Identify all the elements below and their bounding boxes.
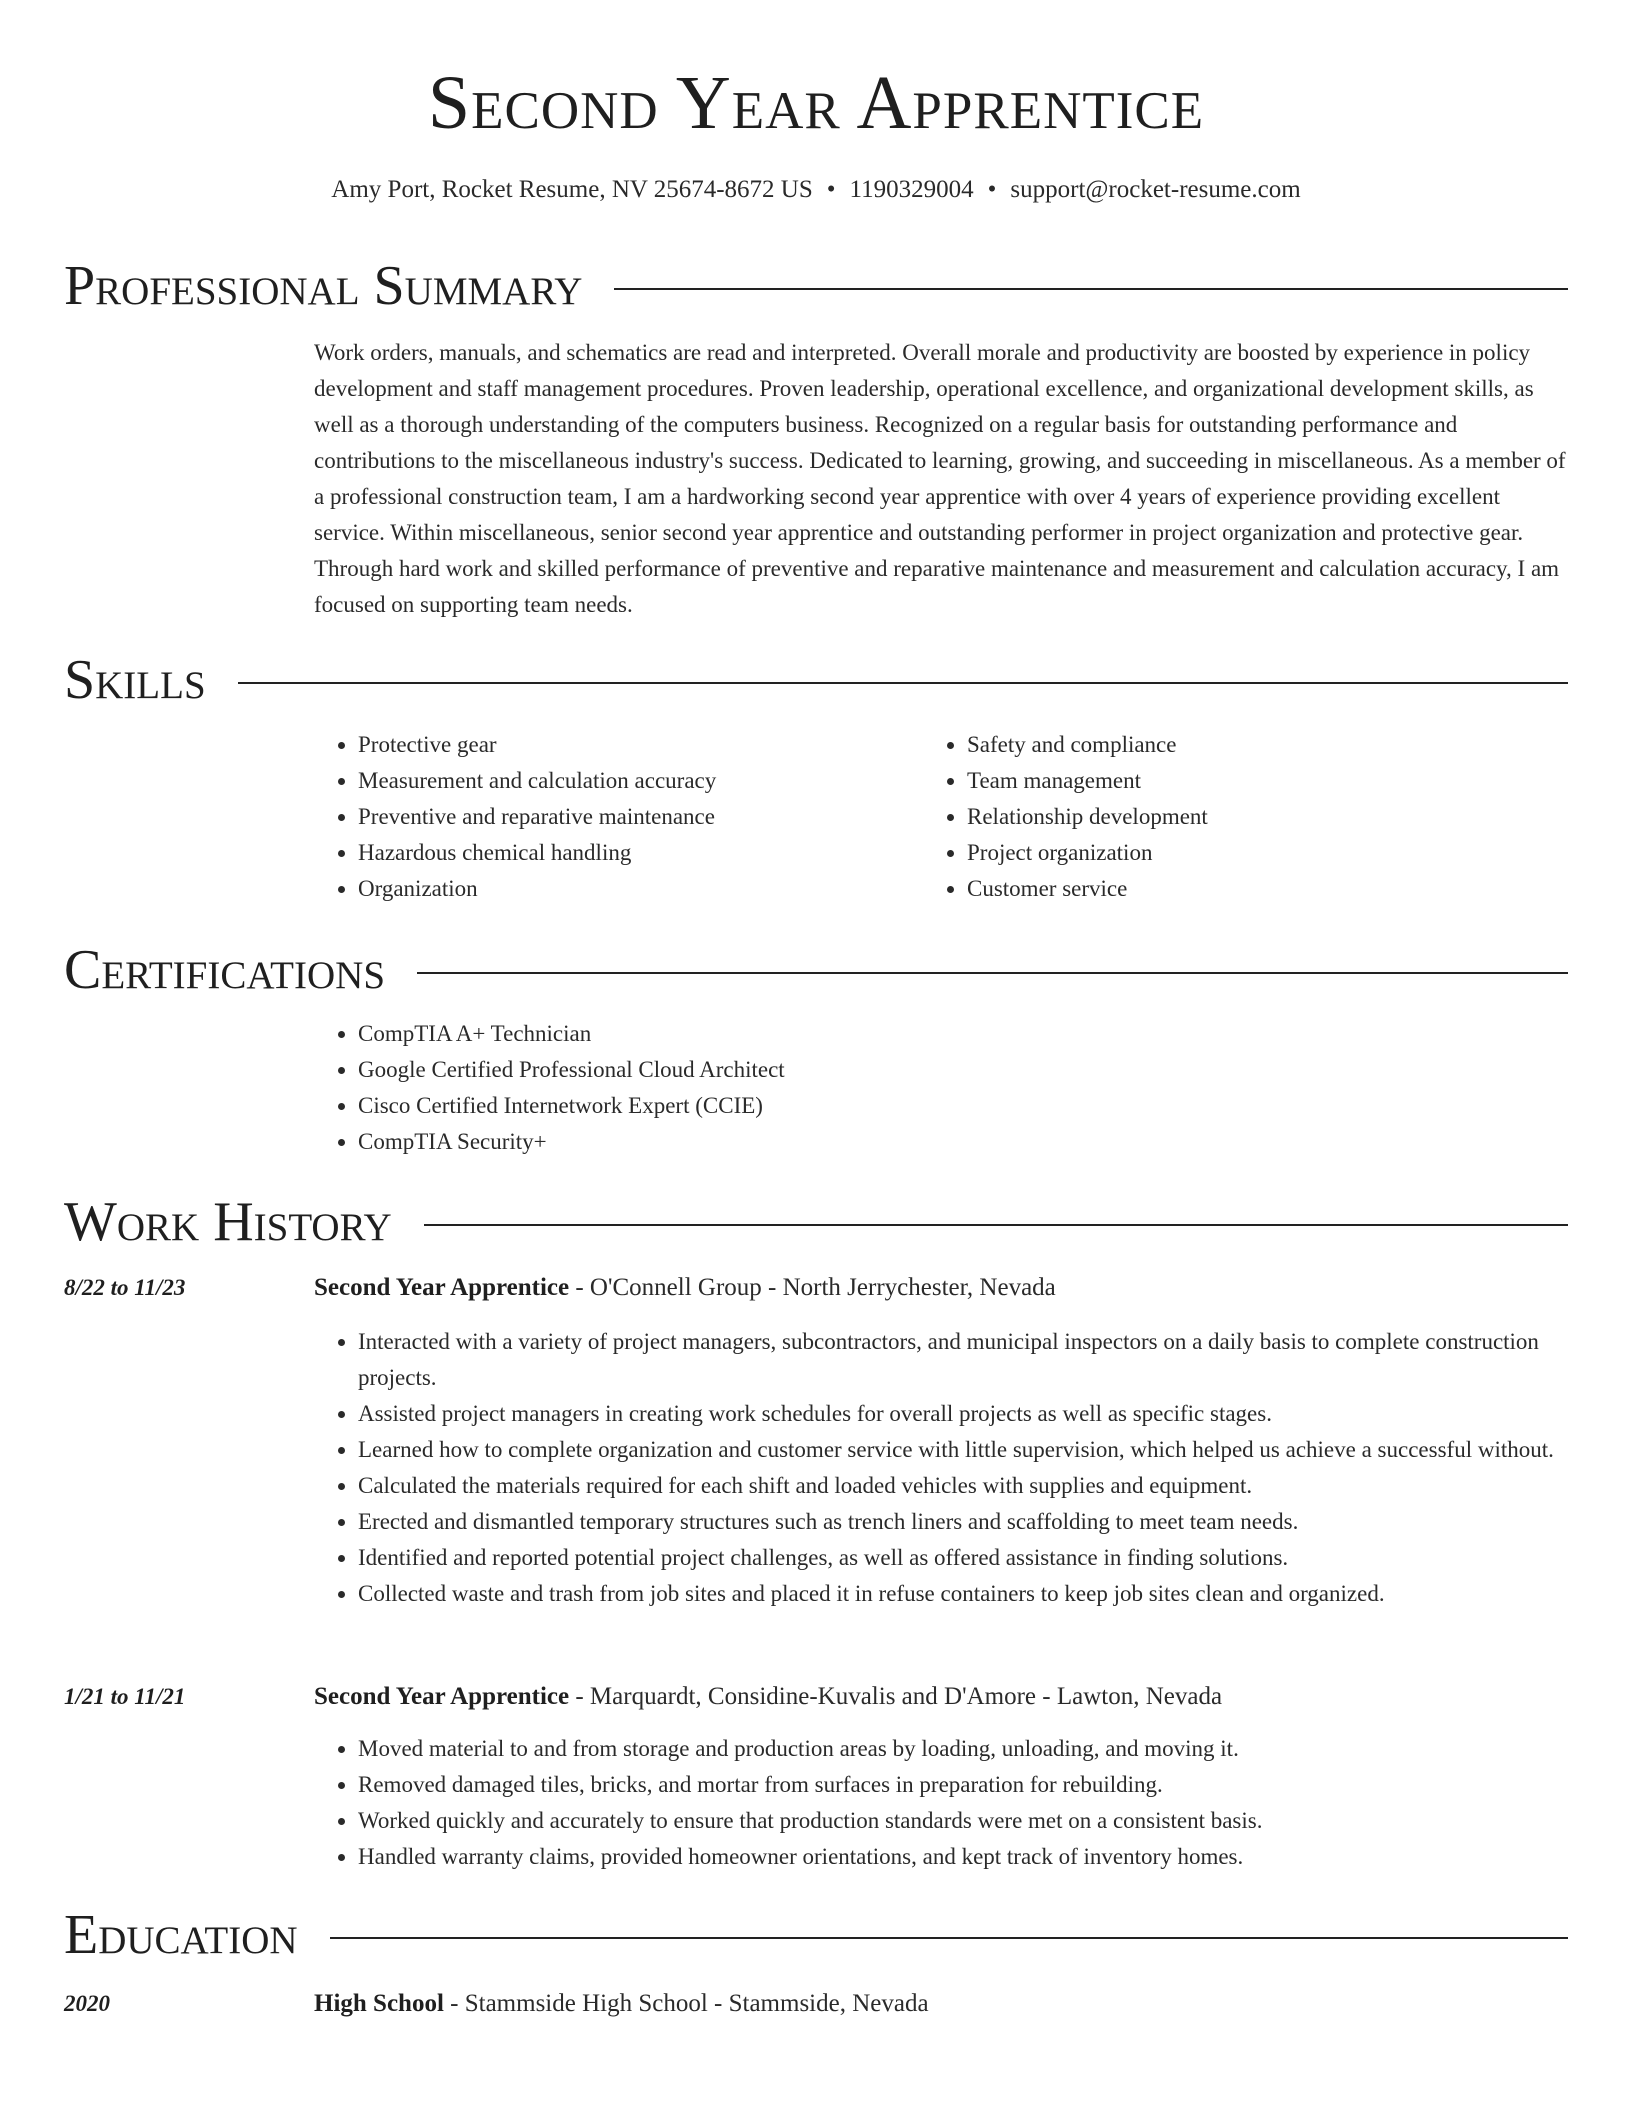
education-section-header (64, 1905, 1568, 1965)
job-header (314, 1679, 1568, 1715)
contact-email: support@rocket-resume.com (1010, 176, 1301, 203)
skill-item: • Protective gear (358, 727, 874, 763)
certification-item: • Cisco Certified Internetwork Expert (CCIE) (358, 1088, 1314, 1124)
job-dates: 1/21 to 11/21 (64, 1684, 186, 1709)
skills-right-column (923, 727, 1483, 907)
skill-item: • Organization (358, 871, 874, 907)
job-employer-location: - O'Connell Group - North Jerrychester, Nevada (569, 1274, 1056, 1301)
section-divider (417, 972, 1568, 974)
skill-item: • Customer service (967, 871, 1483, 907)
skill-item: • Measurement and calculation accuracy (358, 763, 874, 799)
skills-list-left (314, 727, 874, 907)
skills-list-right (923, 727, 1483, 907)
job-duty-item: • Learned how to complete organization and customer service with little supervision, which helped us achieve a successful without. (358, 1432, 1568, 1468)
summary-heading: Professional Summary (64, 255, 583, 317)
job-duty-item: • Moved material to and from storage and production areas by loading, unloading, and moving it. (358, 1731, 1568, 1767)
section-divider (330, 1937, 1568, 1939)
section-divider (614, 288, 1568, 290)
job-dates: 8/22 to 11/23 (64, 1275, 186, 1300)
education-school-location: - Stammside High School - Stammside, Nevada (443, 1990, 929, 2017)
job-duty-item: • Worked quickly and accurately to ensure that production standards were met on a consistent basis. (358, 1803, 1568, 1839)
section-divider (238, 682, 1568, 684)
work-section-header (64, 1192, 1568, 1252)
job-duty-item: • Assisted project managers in creating work schedules for overall projects as well as specific stages. (358, 1396, 1568, 1432)
skills-left-column (314, 727, 874, 907)
summary-text: Work orders, manuals, and schematics are read and interpreted. Overall morale and productivity are boosted by experience in policy development and staff management procedures. Proven leadership, operational excellence, and organizational development skills, as well as a thorough understanding of the computers business. Recognized on a regular basis for outstanding performance and contributions to the miscellaneous industry's success. Dedicated to learning, growing, and succeeding in miscellaneous. As a member of a professional construction team, I am a hardworking second year apprentice with over 4 years of experience providing excellent service. Within miscellaneous, senior second year apprentice and outstanding performer in project organization and protective gear. Through hard work and skilled performance of preventive and reparative maintenance and measurement and calculation accuracy, I am focused on supporting team needs. (314, 340, 1566, 617)
contact-phone: 1190329004 (849, 176, 974, 203)
job-duty-item: • Handled warranty claims, provided homeowner orientations, and kept track of inventory homes. (358, 1839, 1568, 1875)
job-duty-item: • Removed damaged tiles, bricks, and mortar from surfaces in preparation for rebuilding. (358, 1767, 1568, 1803)
section-divider (424, 1224, 1568, 1226)
skills-section-header (64, 650, 1568, 710)
contact-address: Amy Port, Rocket Resume, NV 25674-8672 US (331, 176, 813, 203)
job-duty-item: • Calculated the materials required for each shift and loaded vehicles with supplies and equipment. (358, 1468, 1568, 1504)
contact-separator: • (987, 176, 997, 203)
job-title: Second Year Apprentice (314, 1683, 570, 1710)
certification-item: • CompTIA A+ Technician (358, 1016, 1314, 1052)
education-degree: High School (314, 1990, 444, 2017)
certification-item: • Google Certified Professional Cloud Architect (358, 1052, 1314, 1088)
education-heading: Education (64, 1904, 298, 1966)
contact-separator: • (826, 176, 836, 203)
job-duty-item: • Erected and dismantled temporary structures such as trench liners and scaffolding to meet team needs. (358, 1504, 1568, 1540)
skill-item: • Project organization (967, 835, 1483, 871)
job-duty-item: • Collected waste and trash from job sites and placed it in refuse containers to keep job sites clean and organized. (358, 1576, 1568, 1612)
job-duties-list (314, 1324, 1568, 1612)
skill-item: • Hazardous chemical handling (358, 835, 874, 871)
job-duty-item: • Interacted with a variety of project managers, subcontractors, and municipal inspectors on a daily basis to complete construction projects. (358, 1324, 1568, 1396)
skill-item: • Relationship development (967, 799, 1483, 835)
education-entry (314, 1986, 1568, 2022)
summary-section-header (64, 256, 1568, 316)
job-title: Second Year Apprentice (314, 1274, 570, 1301)
job-header (314, 1270, 1568, 1306)
job-duties (314, 1731, 1568, 1875)
job-duty-item: • Identified and reported potential project challenges, as well as offered assistance in finding solutions. (358, 1540, 1568, 1576)
certifications-block (314, 1016, 1314, 1160)
certifications-section-header (64, 940, 1568, 1000)
job-duties-list (314, 1731, 1568, 1875)
job-duties (314, 1324, 1568, 1612)
certifications-heading: Certifications (64, 939, 386, 1001)
work-heading: Work History (64, 1191, 392, 1253)
skill-item: • Preventive and reparative maintenance (358, 799, 874, 835)
certifications-list (314, 1016, 1314, 1160)
certification-item: • CompTIA Security+ (358, 1124, 1314, 1160)
resume-title: Second Year Apprentice (427, 61, 1205, 145)
job-employer-location: - Marquardt, Considine-Kuvalis and D'Amore - Lawton, Nevada (569, 1683, 1223, 1710)
contact-line (0, 174, 1632, 206)
skill-item: • Safety and compliance (967, 727, 1483, 763)
skills-heading: Skills (64, 649, 206, 711)
skill-item: • Team management (967, 763, 1483, 799)
education-year: 2020 (64, 1991, 110, 2016)
